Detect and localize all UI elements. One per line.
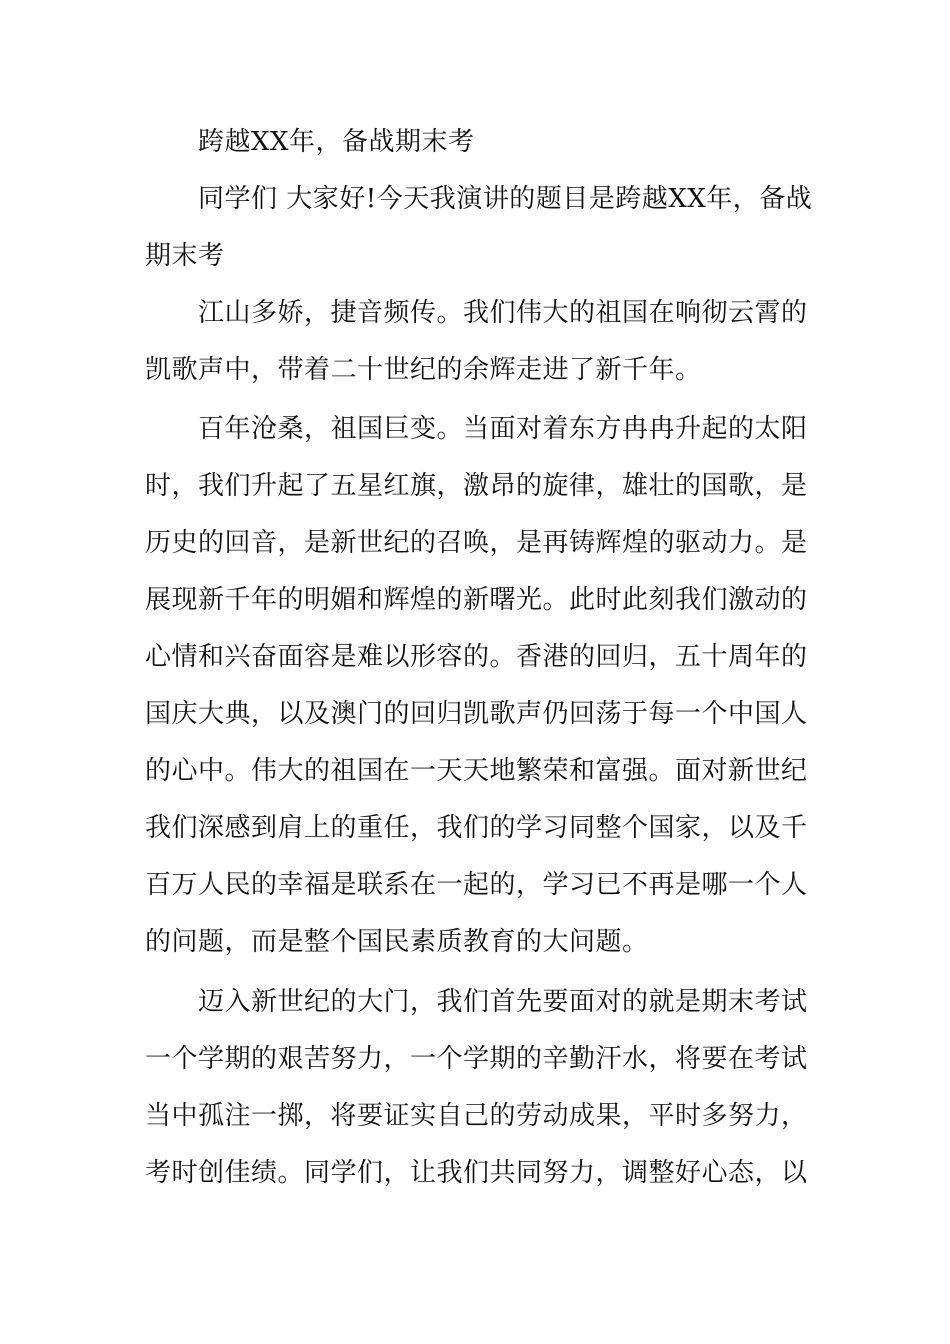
paragraph-line: 我们深感到肩上的重任，我们的学习同整个国家，以及千 (145, 813, 808, 843)
paragraph-line: 同学们 大家好!今天我演讲的题目是跨越XX年，备战 (198, 184, 813, 214)
paragraph-line: 当中孤注一掷，将要证实自己的劳动成果，平时多努力， (145, 1101, 808, 1131)
paragraph-line: 历史的回音，是新世纪的召唤，是再铸辉煌的驱动力。是 (145, 528, 808, 558)
paragraph-line: 期末考 (145, 241, 225, 271)
paragraph-line: 展现新千年的明媚和辉煌的新曙光。此时此刻我们激动的 (145, 585, 808, 615)
paragraph-line: 迈入新世纪的大门，我们首先要面对的就是期末考试 (198, 987, 808, 1017)
paragraph-line: 凯歌声中，带着二十世纪的余辉走进了新千年。 (145, 355, 702, 385)
paragraph-line: 心情和兴奋面容是难以形容的。香港的回归，五十周年的 (145, 642, 808, 672)
paragraph-line: 的心中。伟大的祖国在一天天地繁荣和富强。面对新世纪 (145, 756, 808, 786)
paragraph-line: 江山多娇，捷音频传。我们伟大的祖国在响彻云霄的 (198, 298, 808, 328)
paragraph-line: 的问题，而是整个国民素质教育的大问题。 (145, 927, 649, 957)
paragraph-line: 国庆大典，以及澳门的回归凯歌声仍回荡于每一个中国人 (145, 699, 808, 729)
paragraph-line: 时，我们升起了五星红旗，激昂的旋律，雄壮的国歌，是 (145, 471, 808, 501)
document-title: 跨越XX年，备战期末考 (198, 127, 475, 157)
paragraph-line: 一个学期的艰苦努力，一个学期的辛勤汗水，将要在考试 (145, 1044, 808, 1074)
paragraph-line: 百万人民的幸福是联系在一起的，学习已不再是哪一个人 (145, 870, 808, 900)
paragraph-line: 考时创佳绩。同学们，让我们共同努力，调整好心态，以 (145, 1158, 808, 1188)
paragraph-line: 百年沧桑，祖国巨变。当面对着东方冉冉升起的太阳 (198, 414, 808, 444)
